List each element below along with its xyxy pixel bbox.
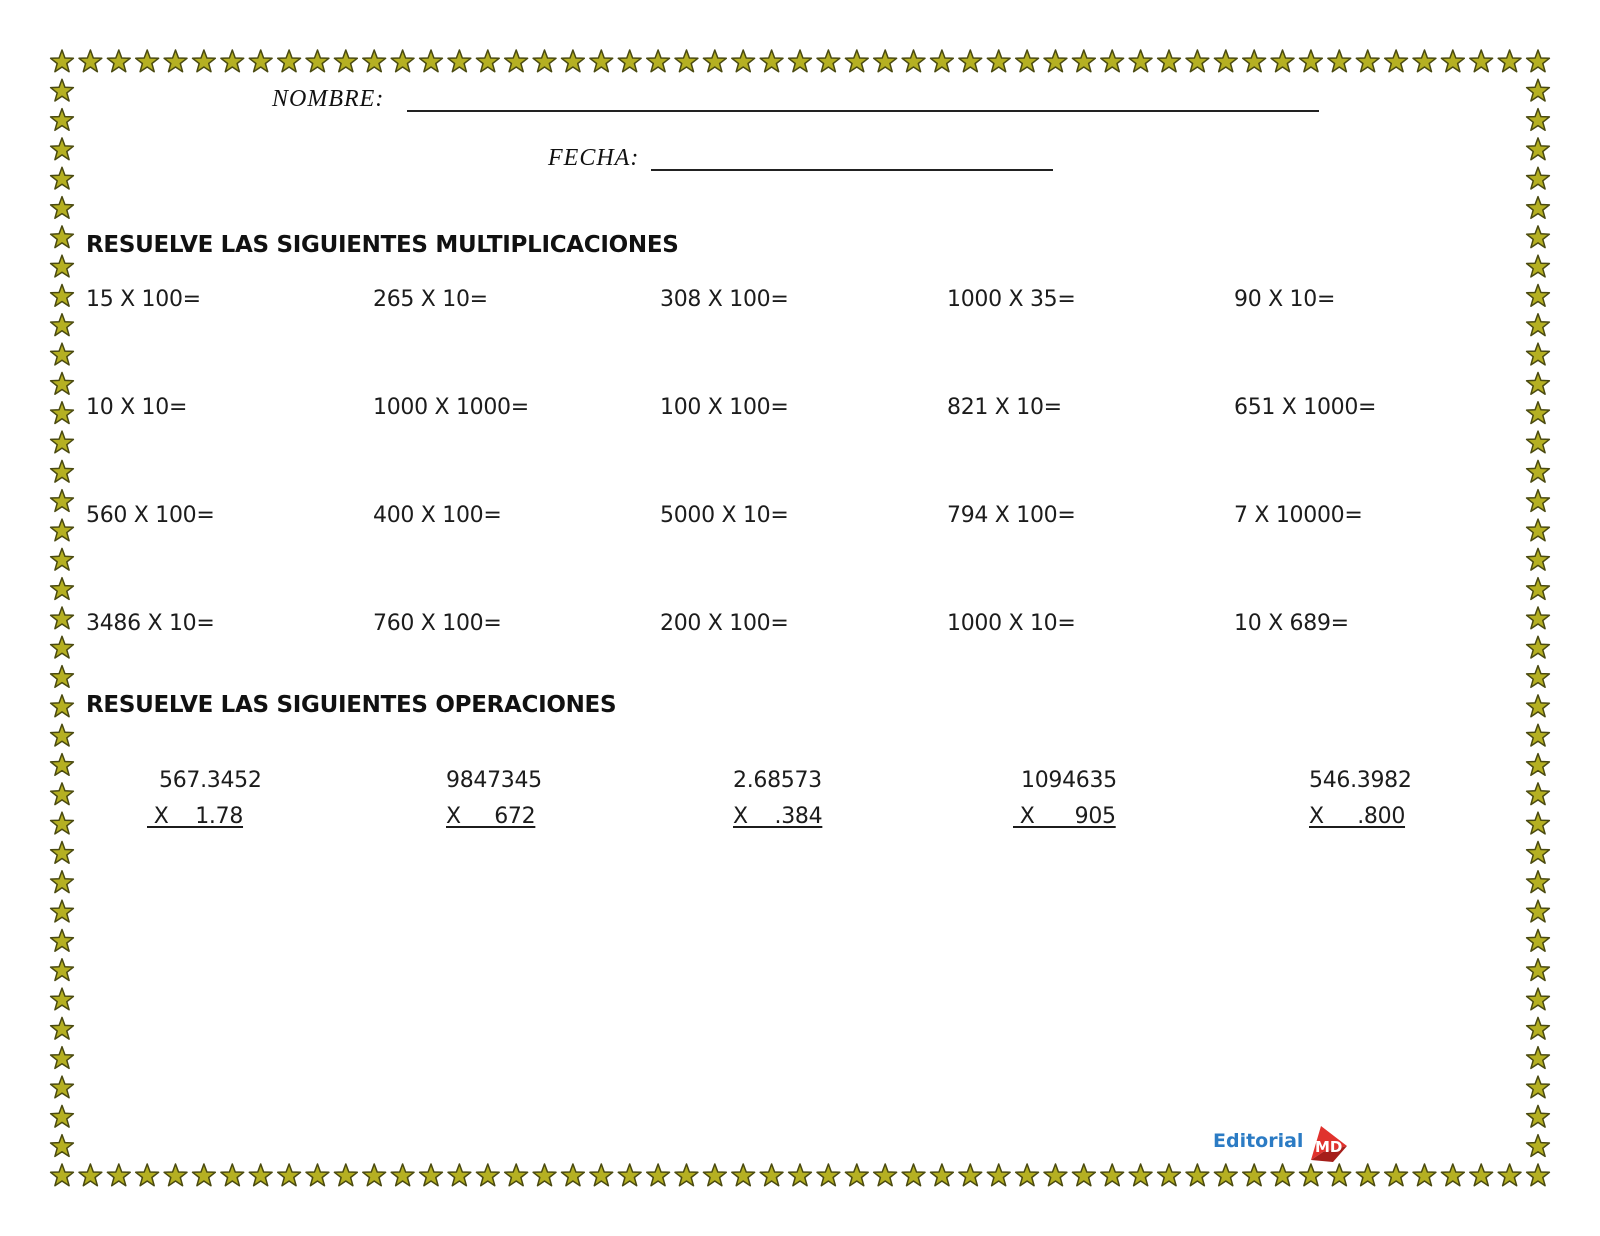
operation-multiplier: X 672 — [446, 804, 536, 829]
border-star-icon — [1413, 50, 1436, 72]
border-star-icon — [1527, 578, 1550, 600]
nombre-field — [272, 86, 1332, 118]
border-star-icon — [448, 1164, 471, 1186]
multiplication-problem: 10 X 689= — [1234, 611, 1349, 636]
border-star-icon — [1214, 1164, 1237, 1186]
border-star-icon — [51, 842, 74, 864]
border-star-icon — [562, 50, 585, 72]
border-star-icon — [1527, 548, 1550, 570]
border-star-icon — [959, 1164, 982, 1186]
border-star-icon — [618, 1164, 641, 1186]
border-star-icon — [1214, 50, 1237, 72]
border-star-icon — [1527, 167, 1550, 189]
border-star-icon — [1328, 1164, 1351, 1186]
border-star-icon — [1527, 871, 1550, 893]
multiplication-problem: 1000 X 35= — [947, 287, 1076, 312]
border-star-icon — [505, 1164, 528, 1186]
border-star-icon — [1527, 666, 1550, 688]
border-star-icon — [51, 255, 74, 277]
border-star-icon — [51, 460, 74, 482]
border-star-icon — [760, 1164, 783, 1186]
border-star-icon — [1527, 79, 1550, 101]
border-star-icon — [902, 1164, 925, 1186]
operation-multiplier: X .800 — [1309, 804, 1406, 829]
border-star-icon — [1441, 1164, 1464, 1186]
border-star-icon — [732, 1164, 755, 1186]
border-star-icon — [703, 1164, 726, 1186]
border-star-icon — [732, 50, 755, 72]
border-star-icon — [533, 1164, 556, 1186]
border-star-icon — [675, 1164, 698, 1186]
border-star-icon — [363, 50, 386, 72]
border-star-icon — [334, 50, 357, 72]
border-star-icon — [703, 50, 726, 72]
border-star-icon — [51, 930, 74, 952]
operation-multiplier: X .384 — [733, 804, 823, 829]
border-star-icon — [51, 666, 74, 688]
border-star-icon — [1243, 50, 1266, 72]
multiplication-problem: 760 X 100= — [373, 611, 502, 636]
multiplication-problem: 3486 X 10= — [86, 611, 215, 636]
border-star-icon — [193, 1164, 216, 1186]
border-star-icon — [1129, 1164, 1152, 1186]
fecha-label: FECHA: — [548, 145, 640, 171]
border-star-icon — [1044, 50, 1067, 72]
border-star-icon — [51, 578, 74, 600]
logo-mark-text: MD — [1315, 1138, 1343, 1156]
border-star-icon — [1527, 50, 1550, 72]
border-star-icon — [760, 50, 783, 72]
multiplication-problem: 10 X 10= — [86, 395, 188, 420]
border-star-icon — [51, 285, 74, 307]
border-star-icon — [1016, 1164, 1039, 1186]
border-star-icon — [562, 1164, 585, 1186]
border-star-icon — [420, 50, 443, 72]
border-star-icon — [1527, 1017, 1550, 1039]
border-star-icon — [1356, 1164, 1379, 1186]
multiplicaciones-title: RESUELVE LAS SIGUIENTES MULTIPLICACIONES — [86, 232, 679, 258]
border-star-icon — [1129, 50, 1152, 72]
operation-multiplicand: 567.3452 — [159, 768, 262, 793]
border-star-icon — [51, 138, 74, 160]
border-star-icon — [391, 1164, 414, 1186]
border-star-icon — [1243, 1164, 1266, 1186]
multiplication-problem: 265 X 10= — [373, 287, 488, 312]
border-star-icon — [51, 1135, 74, 1157]
border-star-icon — [1527, 1135, 1550, 1157]
border-star-icon — [590, 50, 613, 72]
border-star-icon — [1356, 50, 1379, 72]
multiplication-problem: 90 X 10= — [1234, 287, 1336, 312]
fecha-line[interactable] — [651, 169, 1053, 171]
border-star-icon — [51, 1105, 74, 1127]
border-star-icon — [1441, 50, 1464, 72]
multiplication-problem: 821 X 10= — [947, 395, 1062, 420]
border-star-icon — [51, 724, 74, 746]
border-star-icon — [51, 636, 74, 658]
border-star-icon — [51, 607, 74, 629]
border-star-icon — [1527, 900, 1550, 922]
multiplication-problem: 100 X 100= — [660, 395, 789, 420]
border-star-icon — [902, 50, 925, 72]
border-star-icon — [51, 79, 74, 101]
border-star-icon — [164, 1164, 187, 1186]
border-star-icon — [51, 431, 74, 453]
border-star-icon — [391, 50, 414, 72]
border-star-icon — [51, 988, 74, 1010]
border-star-icon — [987, 50, 1010, 72]
border-star-icon — [1385, 50, 1408, 72]
border-star-icon — [51, 754, 74, 776]
multiplication-problem: 794 X 100= — [947, 503, 1076, 528]
border-star-icon — [845, 50, 868, 72]
border-star-icon — [51, 226, 74, 248]
border-star-icon — [675, 50, 698, 72]
border-star-icon — [107, 1164, 130, 1186]
border-star-icon — [79, 50, 102, 72]
border-star-icon — [789, 50, 812, 72]
border-star-icon — [533, 50, 556, 72]
multiplication-problem: 5000 X 10= — [660, 503, 789, 528]
border-star-icon — [647, 1164, 670, 1186]
operation-multiplier: X 905 — [1013, 804, 1116, 829]
border-star-icon — [1527, 959, 1550, 981]
border-star-icon — [51, 1164, 74, 1186]
border-star-icon — [1044, 1164, 1067, 1186]
border-star-icon — [845, 1164, 868, 1186]
border-star-icon — [1527, 343, 1550, 365]
border-star-icon — [1527, 930, 1550, 952]
multiplication-problem: 400 X 100= — [373, 503, 502, 528]
border-star-icon — [51, 109, 74, 131]
border-star-icon — [1470, 50, 1493, 72]
border-star-icon — [1527, 1047, 1550, 1069]
border-star-icon — [1186, 50, 1209, 72]
border-star-icon — [1527, 695, 1550, 717]
border-star-icon — [51, 812, 74, 834]
border-star-icon — [1101, 50, 1124, 72]
border-star-icon — [817, 1164, 840, 1186]
border-star-icon — [448, 50, 471, 72]
border-star-icon — [51, 490, 74, 512]
border-star-icon — [1385, 1164, 1408, 1186]
border-star-icon — [1300, 50, 1323, 72]
border-star-icon — [1527, 490, 1550, 512]
border-star-icon — [278, 1164, 301, 1186]
border-star-icon — [51, 50, 74, 72]
multiplication-problem: 1000 X 1000= — [373, 395, 529, 420]
border-star-icon — [420, 1164, 443, 1186]
border-star-icon — [1527, 460, 1550, 482]
border-star-icon — [931, 1164, 954, 1186]
border-star-icon — [51, 402, 74, 424]
border-star-icon — [1470, 1164, 1493, 1186]
operation-multiplicand: 2.68573 — [733, 768, 822, 793]
border-star-icon — [1527, 197, 1550, 219]
border-star-icon — [249, 50, 272, 72]
border-star-icon — [1186, 1164, 1209, 1186]
border-star-icon — [817, 50, 840, 72]
border-star-icon — [334, 1164, 357, 1186]
border-star-icon — [51, 373, 74, 395]
border-star-icon — [51, 1047, 74, 1069]
border-star-icon — [931, 50, 954, 72]
border-star-icon — [1016, 50, 1039, 72]
border-star-icon — [136, 1164, 159, 1186]
border-star-icon — [1527, 138, 1550, 160]
border-star-icon — [1527, 607, 1550, 629]
border-star-icon — [51, 1017, 74, 1039]
border-star-icon — [1158, 1164, 1181, 1186]
multiplication-problem: 1000 X 10= — [947, 611, 1076, 636]
border-star-icon — [618, 50, 641, 72]
nombre-line[interactable] — [407, 110, 1319, 112]
border-star-icon — [874, 50, 897, 72]
border-star-icon — [789, 1164, 812, 1186]
border-star-icon — [51, 1076, 74, 1098]
operaciones-title: RESUELVE LAS SIGUIENTES OPERACIONES — [86, 692, 617, 718]
border-star-icon — [1527, 519, 1550, 541]
operation-multiplicand: 9847345 — [446, 768, 542, 793]
border-star-icon — [1527, 1164, 1550, 1186]
nombre-label: NOMBRE: — [272, 86, 385, 112]
border-star-icon — [1271, 50, 1294, 72]
border-star-icon — [1527, 636, 1550, 658]
border-star-icon — [1498, 50, 1521, 72]
border-star-icon — [136, 50, 159, 72]
border-star-icon — [51, 900, 74, 922]
border-star-icon — [363, 1164, 386, 1186]
border-star-icon — [476, 1164, 499, 1186]
border-star-icon — [51, 167, 74, 189]
border-star-icon — [959, 50, 982, 72]
border-star-icon — [1527, 988, 1550, 1010]
border-star-icon — [1527, 314, 1550, 336]
border-star-icon — [874, 1164, 897, 1186]
border-star-icon — [1527, 255, 1550, 277]
border-star-icon — [1527, 373, 1550, 395]
border-star-icon — [51, 871, 74, 893]
operation-multiplicand: 546.3982 — [1309, 768, 1412, 793]
multiplication-problem: 200 X 100= — [660, 611, 789, 636]
border-star-icon — [107, 50, 130, 72]
border-star-icon — [1101, 1164, 1124, 1186]
border-star-icon — [1527, 724, 1550, 746]
border-star-icon — [51, 548, 74, 570]
border-star-icon — [193, 50, 216, 72]
multiplication-problem: 651 X 1000= — [1234, 395, 1377, 420]
border-star-icon — [1328, 50, 1351, 72]
border-star-icon — [1498, 1164, 1521, 1186]
border-star-icon — [1271, 1164, 1294, 1186]
border-star-icon — [221, 1164, 244, 1186]
multiplication-problem: 308 X 100= — [660, 287, 789, 312]
border-star-icon — [278, 50, 301, 72]
border-star-icon — [249, 1164, 272, 1186]
border-star-icon — [51, 959, 74, 981]
border-star-icon — [505, 50, 528, 72]
border-star-icon — [51, 695, 74, 717]
border-star-icon — [51, 519, 74, 541]
operation-multiplicand: 1094635 — [1021, 768, 1117, 793]
fecha-field — [548, 145, 1058, 177]
border-star-icon — [1413, 1164, 1436, 1186]
border-star-icon — [306, 1164, 329, 1186]
border-star-icon — [476, 50, 499, 72]
logo-text: Editorial — [1213, 1130, 1304, 1152]
border-star-icon — [590, 1164, 613, 1186]
border-star-icon — [1527, 842, 1550, 864]
border-star-icon — [1527, 226, 1550, 248]
border-star-icon — [1527, 1076, 1550, 1098]
multiplication-problem: 560 X 100= — [86, 503, 215, 528]
border-star-icon — [1072, 50, 1095, 72]
border-star-icon — [51, 343, 74, 365]
border-star-icon — [987, 1164, 1010, 1186]
multiplication-problem: 7 X 10000= — [1234, 503, 1363, 528]
border-star-icon — [1300, 1164, 1323, 1186]
border-star-icon — [1527, 783, 1550, 805]
border-star-icon — [1527, 402, 1550, 424]
border-star-icon — [306, 50, 329, 72]
border-star-icon — [1527, 1105, 1550, 1127]
operation-multiplier: X 1.78 — [147, 804, 244, 829]
border-star-icon — [79, 1164, 102, 1186]
border-star-icon — [51, 314, 74, 336]
border-star-icon — [51, 197, 74, 219]
border-star-icon — [51, 783, 74, 805]
border-star-icon — [164, 50, 187, 72]
editorial-md-logo — [1213, 1122, 1363, 1162]
border-star-icon — [221, 50, 244, 72]
multiplication-problem: 15 X 100= — [86, 287, 201, 312]
logo-mark-icon — [1303, 1122, 1353, 1162]
border-star-icon — [647, 50, 670, 72]
border-star-icon — [1158, 50, 1181, 72]
border-star-icon — [1072, 1164, 1095, 1186]
border-star-icon — [1527, 812, 1550, 834]
border-star-icon — [1527, 285, 1550, 307]
border-star-icon — [1527, 754, 1550, 776]
border-star-icon — [1527, 109, 1550, 131]
border-star-icon — [1527, 431, 1550, 453]
